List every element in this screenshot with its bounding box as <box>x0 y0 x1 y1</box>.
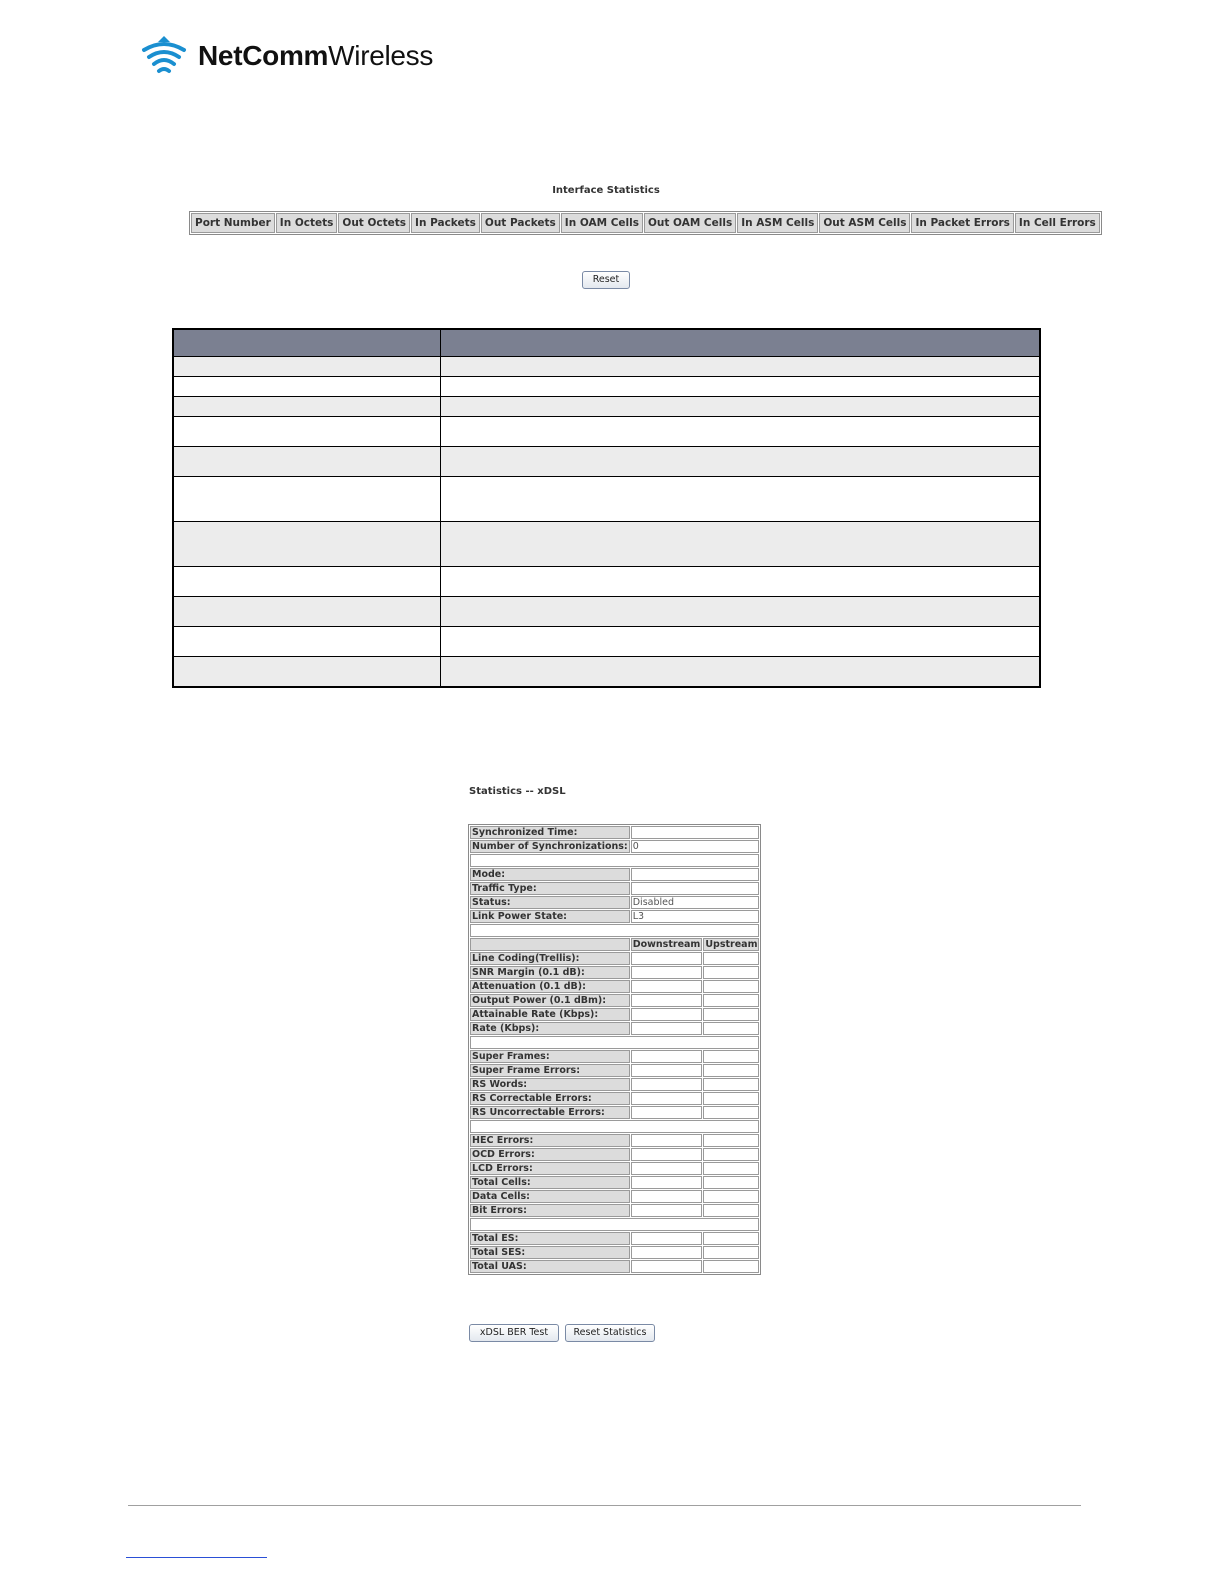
interface-statistics-header-row <box>191 213 1100 233</box>
column-header: Out Packets <box>481 213 560 233</box>
downstream-value <box>631 1078 703 1091</box>
row-label: Number of Synchronizations: <box>472 841 628 852</box>
table-row <box>470 910 759 923</box>
upstream-value <box>703 1064 759 1077</box>
row-label: OCD Errors: <box>470 1148 630 1161</box>
table-row <box>470 1064 759 1077</box>
footer-divider <box>128 1505 1081 1506</box>
upstream-value <box>703 1204 759 1217</box>
table-row <box>470 1232 759 1245</box>
xdsl-statistics-table <box>468 824 761 1275</box>
upstream-value <box>703 1260 759 1273</box>
table-row <box>173 522 1040 567</box>
table-row <box>470 1008 759 1021</box>
table-row <box>470 952 759 965</box>
brand-name: NetCommWireless <box>198 40 434 71</box>
table-row <box>470 1092 759 1105</box>
table-row <box>470 1204 759 1217</box>
table-row <box>470 1134 759 1147</box>
downstream-value <box>631 980 703 993</box>
column-header: Out ASM Cells <box>819 213 910 233</box>
row-label: RS Correctable Errors: <box>470 1092 630 1105</box>
table-row <box>470 1022 759 1035</box>
spacer-row <box>470 924 759 937</box>
table-row <box>470 1260 759 1273</box>
spacer-cell <box>470 924 759 937</box>
upstream-value <box>703 1078 759 1091</box>
upstream-value <box>703 1050 759 1063</box>
table-row <box>173 567 1040 597</box>
downstream-value <box>631 1232 703 1245</box>
spacer-cell <box>470 1120 759 1133</box>
upstream-value <box>703 1106 759 1119</box>
wireless-waves-icon <box>140 34 188 78</box>
column-header: Port Number <box>191 213 275 233</box>
table-row <box>470 1078 759 1091</box>
row-value <box>631 868 760 881</box>
upstream-value <box>703 1008 759 1021</box>
description-table <box>172 328 1041 688</box>
table-row <box>173 597 1040 627</box>
row-label: Mode: <box>470 868 630 881</box>
table-row <box>173 627 1040 657</box>
table-row <box>470 1190 759 1203</box>
row-value <box>631 826 760 839</box>
row-label: LCD Errors: <box>470 1162 630 1175</box>
table-row <box>470 1106 759 1119</box>
xdsl-ber-test-button[interactable]: xDSL BER Test <box>469 1324 559 1342</box>
downstream-value <box>631 1246 703 1259</box>
interface-statistics-table <box>189 211 1102 235</box>
row-label: HEC Errors: <box>470 1134 630 1147</box>
table-row <box>173 657 1040 687</box>
row-value: 0 <box>631 840 760 853</box>
downstream-value <box>631 1022 703 1035</box>
downstream-value <box>631 1260 703 1273</box>
row-label: RS Words: <box>470 1078 630 1091</box>
upstream-value <box>703 1092 759 1105</box>
upstream-value <box>703 1176 759 1189</box>
xdsl-statistics-title: Statistics -- xDSL <box>469 786 566 797</box>
downstream-value <box>631 1162 703 1175</box>
table-row <box>470 868 759 881</box>
upstream-value <box>703 1190 759 1203</box>
upstream-value <box>703 1162 759 1175</box>
spacer-cell <box>470 854 759 867</box>
column-header: In Cell Errors <box>1015 213 1100 233</box>
table-row <box>470 994 759 1007</box>
table-row <box>470 882 759 895</box>
upstream-value <box>703 1148 759 1161</box>
table-row <box>173 397 1040 417</box>
column-header: In OAM Cells <box>561 213 643 233</box>
table-row <box>470 896 759 909</box>
footer-link-underline[interactable] <box>126 1557 267 1558</box>
row-label: Rate (Kbps): <box>470 1022 630 1035</box>
spacer-row <box>470 1120 759 1133</box>
interface-statistics-title: Interface Statistics <box>552 185 660 196</box>
brand-logo <box>140 32 433 80</box>
downstream-value <box>631 1106 703 1119</box>
upstream-value <box>703 952 759 965</box>
upstream-value <box>703 1246 759 1259</box>
upstream-value <box>703 1134 759 1147</box>
upstream-value <box>703 1232 759 1245</box>
downstream-value <box>631 1008 703 1021</box>
row-label: RS Uncorrectable Errors: <box>470 1106 630 1119</box>
table-row <box>470 1050 759 1063</box>
row-value: L3 <box>631 910 760 923</box>
downstream-value <box>631 1092 703 1105</box>
downstream-value <box>631 1176 703 1189</box>
description-table-header <box>173 329 1040 357</box>
row-label: Bit Errors: <box>470 1204 630 1217</box>
downstream-header: Downstream <box>632 939 701 950</box>
row-label: Attenuation (0.1 dB): <box>470 980 630 993</box>
downstream-value <box>631 994 703 1007</box>
row-value: Disabled <box>631 896 760 909</box>
table-row <box>470 1176 759 1189</box>
row-label: Total UAS: <box>470 1260 630 1273</box>
table-row <box>470 1246 759 1259</box>
row-label: Super Frame Errors: <box>470 1064 630 1077</box>
reset-statistics-button[interactable]: Reset Statistics <box>565 1324 655 1342</box>
upstream-value <box>703 966 759 979</box>
column-header: In Packet Errors <box>911 213 1013 233</box>
upstream-value <box>703 1022 759 1035</box>
table-row <box>173 417 1040 447</box>
row-label: Status: <box>470 896 630 909</box>
downstream-value <box>631 1190 703 1203</box>
downstream-value <box>631 952 703 965</box>
downstream-value <box>631 1148 703 1161</box>
row-label: Synchronized Time: <box>470 826 630 839</box>
row-label: Total ES: <box>470 1232 630 1245</box>
column-header: In Octets <box>276 213 338 233</box>
row-label: Link Power State: <box>470 910 630 923</box>
xdsl-column-header-row <box>470 938 759 951</box>
table-row <box>470 826 759 839</box>
spacer-row <box>470 1036 759 1049</box>
row-label: Line Coding(Trellis): <box>470 952 630 965</box>
reset-button[interactable]: Reset <box>582 271 630 289</box>
spacer-cell <box>470 1218 759 1231</box>
table-row <box>470 1162 759 1175</box>
table-row <box>470 980 759 993</box>
table-row <box>173 377 1040 397</box>
upstream-value <box>703 980 759 993</box>
column-header: In ASM Cells <box>737 213 818 233</box>
column-header: Out OAM Cells <box>644 213 736 233</box>
header-empty-cell <box>470 938 630 951</box>
column-header: Out Octets <box>338 213 410 233</box>
table-row <box>470 840 759 853</box>
row-label: Attainable Rate (Kbps): <box>470 1008 630 1021</box>
table-row <box>470 1148 759 1161</box>
upstream-header: Upstream <box>705 939 758 950</box>
upstream-value <box>703 994 759 1007</box>
downstream-value <box>631 1064 703 1077</box>
table-row <box>470 966 759 979</box>
downstream-value <box>631 966 703 979</box>
row-label: Output Power (0.1 dBm): <box>470 994 630 1007</box>
table-row <box>173 477 1040 522</box>
row-label: SNR Margin (0.1 dB): <box>470 966 630 979</box>
row-label: Total Cells: <box>470 1176 630 1189</box>
row-label: Traffic Type: <box>470 882 630 895</box>
spacer-cell <box>470 1036 759 1049</box>
column-header: In Packets <box>411 213 480 233</box>
row-label: Total SES: <box>470 1246 630 1259</box>
downstream-value <box>631 1050 703 1063</box>
row-label: Super Frames: <box>470 1050 630 1063</box>
row-value <box>631 882 760 895</box>
spacer-row <box>470 854 759 867</box>
downstream-value <box>631 1204 703 1217</box>
downstream-value <box>631 1134 703 1147</box>
row-label: Data Cells: <box>470 1190 630 1203</box>
table-row <box>173 357 1040 377</box>
table-row <box>173 447 1040 477</box>
spacer-row <box>470 1218 759 1231</box>
